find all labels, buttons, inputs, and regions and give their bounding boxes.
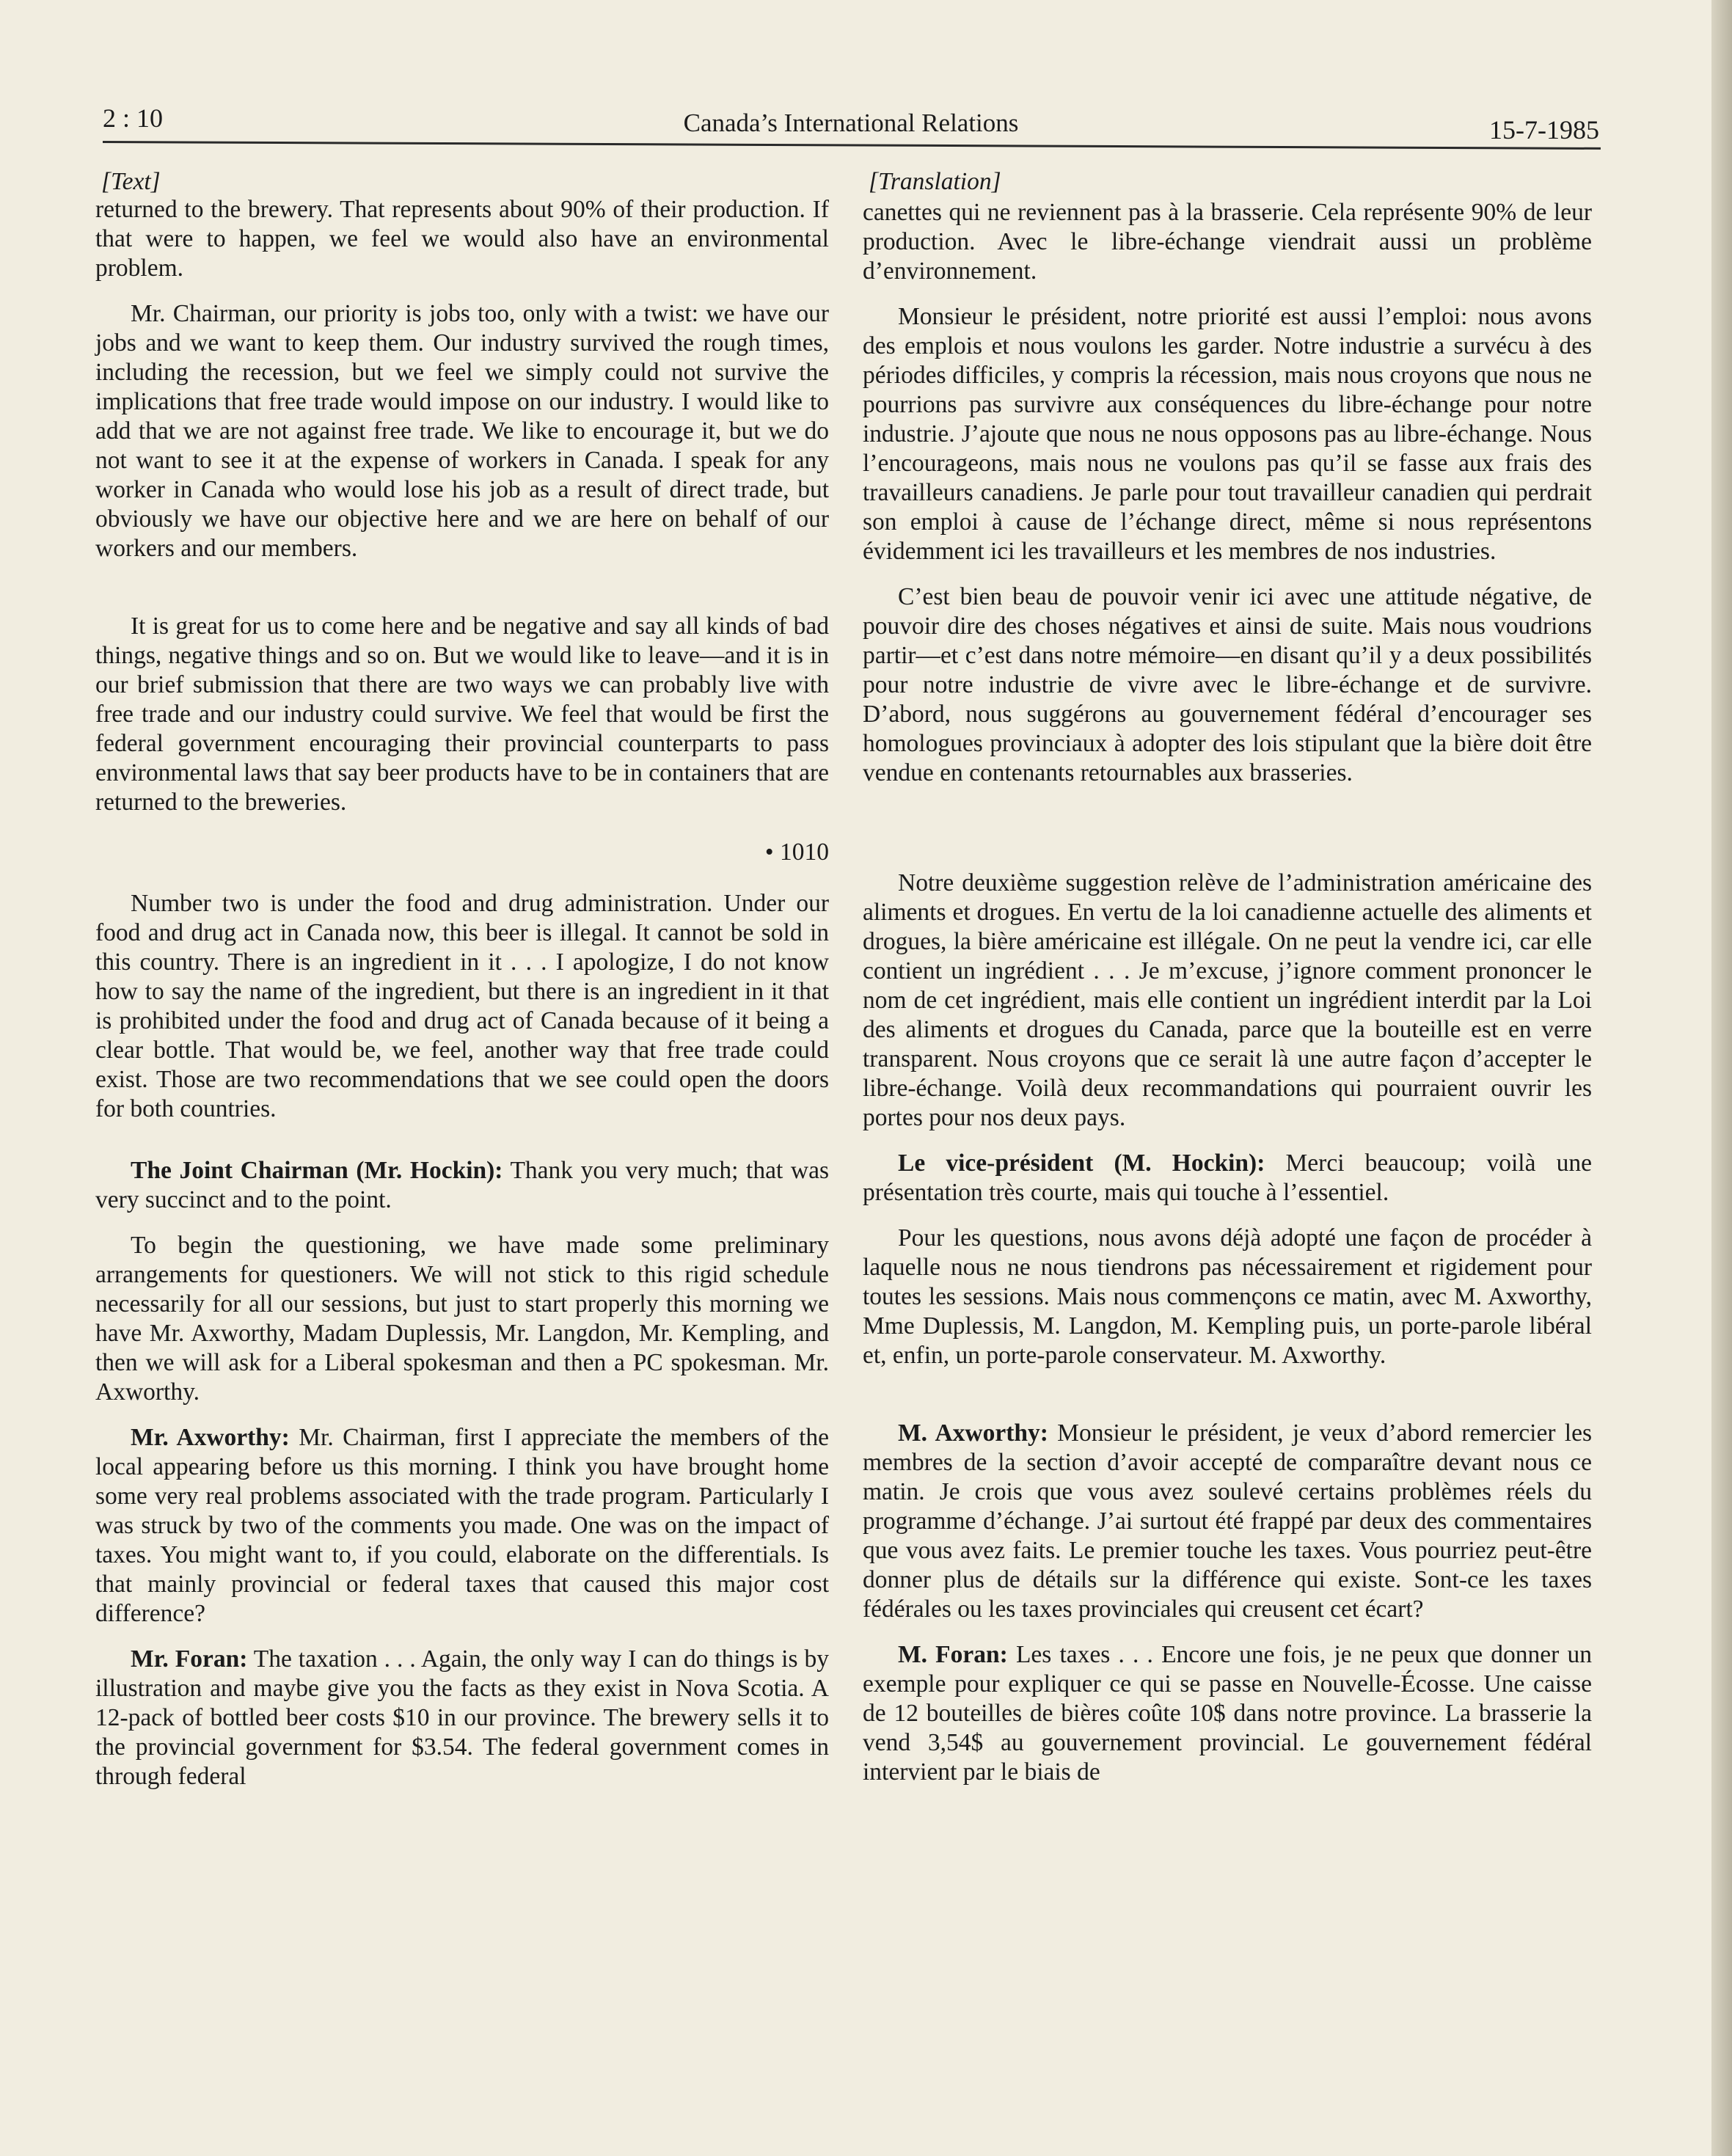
french-column (863, 167, 1592, 1787)
speech-text: Les taxes . . . Encore une fois, je ne peux que donner un exemple pour expliquer ce qui se passe en Nouvelle-Écosse. Une caisse de 12 bouteilles de bières coûte 10$ dans notre province. La brasserie la vend 3,54$ au gouvernement provincial. Le gouvernement fédéral intervient par le biais de (863, 1641, 1592, 1786)
paragraph: canettes qui ne reviennent pas à la brasserie. Cela représente 90% de leur production. Avec le libre-échange viendrait aussi un problème d’environnement. (863, 199, 1592, 285)
column-label-translation: [Translation] (869, 168, 1001, 195)
speech-text: Monsieur le président, je veux d’abord remercier les membres de la section d’avoir accepté de comparaître devant nous ce matin. Je crois que vous avez soulevé certains problèmes réels du programme d’échange. J’ai surtout été frappé par deux des commentaires que vous avez faits. Le premier touche les taxes. Vous pourriez peut-être donner plus de détails sur la différence qui existe. Sont-ce les taxes fédérales ou les taxes provinciales qui creusent cet écart? (863, 1419, 1593, 1623)
speech-foran (95, 1645, 829, 1791)
page-date: 15-7-1985 (1489, 115, 1599, 145)
speech-axworthy (863, 1419, 1592, 1624)
page-header (103, 97, 1599, 144)
timecode: • 1010 (764, 838, 829, 866)
paragraph: Mr. Chairman, our priority is jobs too, only with a twist: we have our jobs and we want to keep them. Our industry survived the rough times, including the recession, but we feel we simply could not survive the implications that free trade would impose on our industry. I would like to add that we are not against free trade. We like to encourage it, but we do not want to see it at the expense of workers in Canada. I speak for any worker in Canada who would lose his job as a result of direct trade, but obviously we have our objective here and we are here on behalf of our workers and our members. (95, 300, 829, 562)
page-edge (1711, 0, 1732, 2156)
speaker-name: M. Axworthy: (898, 1419, 1048, 1447)
column-label-text: [Text] (101, 168, 161, 195)
speech-text: The taxation . . . Again, the only way I can do things is by illustration and maybe give you the facts as they exist in Nova Scotia. A 12-pack of bottled beer costs $10 in our province. The brewery sells it to the provincial government for $3.54. The federal government comes in through federal (95, 1645, 829, 1790)
speech-text: Mr. Chairman, first I appreciate the members of the local appearing before us this morning. I think you have brought home some very real problems associated with the trade program. Particularly I was struck by two of the comments you made. One was on the impact of taxes. You might want to, if you could, elaborate on the differentials. Is that mainly provincial or federal taxes that caused this major cost difference? (95, 1424, 829, 1627)
paragraph: It is great for us to come here and be negative and say all kinds of bad things, negative things and so on. But we would like to leave—and it is in our brief submission that there are two ways we can probably live with free trade and our industry could survive. We feel that would be first the federal government encouraging their provincial counterparts to pass environmental laws that say beer products have to be in containers that are returned to the breweries. (95, 613, 829, 816)
speaker-name: Mr. Foran: (131, 1645, 248, 1673)
english-column (95, 167, 829, 1791)
speaker-name: Mr. Axworthy: (131, 1424, 290, 1451)
speech-foran (863, 1640, 1592, 1787)
publication-title: Canada’s International Relations (683, 109, 1019, 137)
speech-text: Thank you very much; that was very succinct and to the point. (95, 1157, 829, 1213)
speech-text: Merci beaucoup; voilà une présentation très courte, mais qui touche à l’essentiel. (863, 1150, 1592, 1206)
page-number: 2 : 10 (103, 103, 164, 133)
speaker-name: M. Foran: (898, 1641, 1008, 1668)
speaker-name: The Joint Chairman (Mr. Hockin): (131, 1157, 503, 1184)
paragraph: To begin the questioning, we have made some preliminary arrangements for questioners. We will not stick to this rigid schedule necessarily for all our sessions, but just to start properly this morning we have Mr. Axworthy, Madam Duplessis, Mr. Langdon, Mr. Kempling, and then we will ask for a Liberal spokesman and then a PC spokesman. Mr. Axworthy. (95, 1232, 829, 1406)
paragraph: Pour les questions, nous avons déjà adopté une façon de procéder à laquelle nous ne nous tiendrons pas nécessairement et rigidement pour toutes les sessions. Mais nous commençons ce matin, avec M. Axworthy, Mme Duplessis, M. Langdon, M. Kempling puis, un porte-parole libéral et, enfin, un porte-parole conservateur. M. Axworthy. (863, 1224, 1592, 1369)
speech-axworthy (95, 1423, 829, 1629)
paragraph: returned to the brewery. That represents about 90% of their production. If that were to happen, we feel we would also have an environmental problem. (95, 196, 829, 282)
speech-hockin (95, 1156, 829, 1215)
paragraph: Notre deuxième suggestion relève de l’administration américaine des aliments et drogues. En vertu de la loi canadienne actuelle des aliments et drogues, la bière américaine est illégale. On ne peut la vendre ici, car elle contient un ingrédient . . . Je m’excuse, j’ignore comment prononcer le nom de cet ingrédient, mais elle contient un ingrédient interdit par la Loi des aliments et drogues du Canada, parce que la bouteille est en verre transparent. Nous croyons que ce serait là une autre façon d’accepter le libre-échange. Voilà deux recommandations qui pourraient ouvrir les portes pour nos deux pays. (863, 869, 1592, 1131)
speaker-name: Le vice-président (M. Hockin): (898, 1150, 1265, 1177)
paragraph: C’est bien beau de pouvoir venir ici avec une attitude négative, de pouvoir dire des choses négatives et ainsi de suite. Mais nous voudrions partir—et c’est dans notre mémoire—en disant qu’il y a deux possibilités pour notre industrie de vivre avec le libre-échange et de survivre. D’abord, nous suggérons au gouvernement fédéral d’encourager ses homologues provinciaux à adopter des lois stipulant que la bière doit être vendue en contenants retournables aux brasseries. (863, 583, 1592, 786)
speech-vice-president (863, 1149, 1592, 1207)
paragraph: Monsieur le président, notre priorité est aussi l’emploi: nous avons des emplois et nous voulons les garder. Notre industrie a survécu à des périodes difficiles, y compris la récession, mais nous croyons que nous ne pourrions pas survivre aux conséquences du libre-échange pour notre industrie. J’ajoute que nous ne nous opposons pas au libre-échange. Nous l’encourageons, mais nous ne voulons pas qu’il se fasse aux frais des travailleurs canadiens. Je parle pour tout travailleur canadien qui perdrait son emploi à cause de l’échange direct, même si nous représentons évidemment ici les travailleurs et les membres de nos industries. (863, 303, 1592, 565)
paragraph: Number two is under the food and drug administration. Under our food and drug act in Canada now, this beer is illegal. It cannot be sold in this country. There is an ingredient in it . . . I apologize, I do not know how to say the name of the ingredient, but there is an ingredient in it that is prohibited under the food and drug act of Canada because of it being a clear bottle. That would be, we feel, another way that free trade could exist. Those are two recommendations that we see could open the doors for both countries. (95, 890, 829, 1122)
